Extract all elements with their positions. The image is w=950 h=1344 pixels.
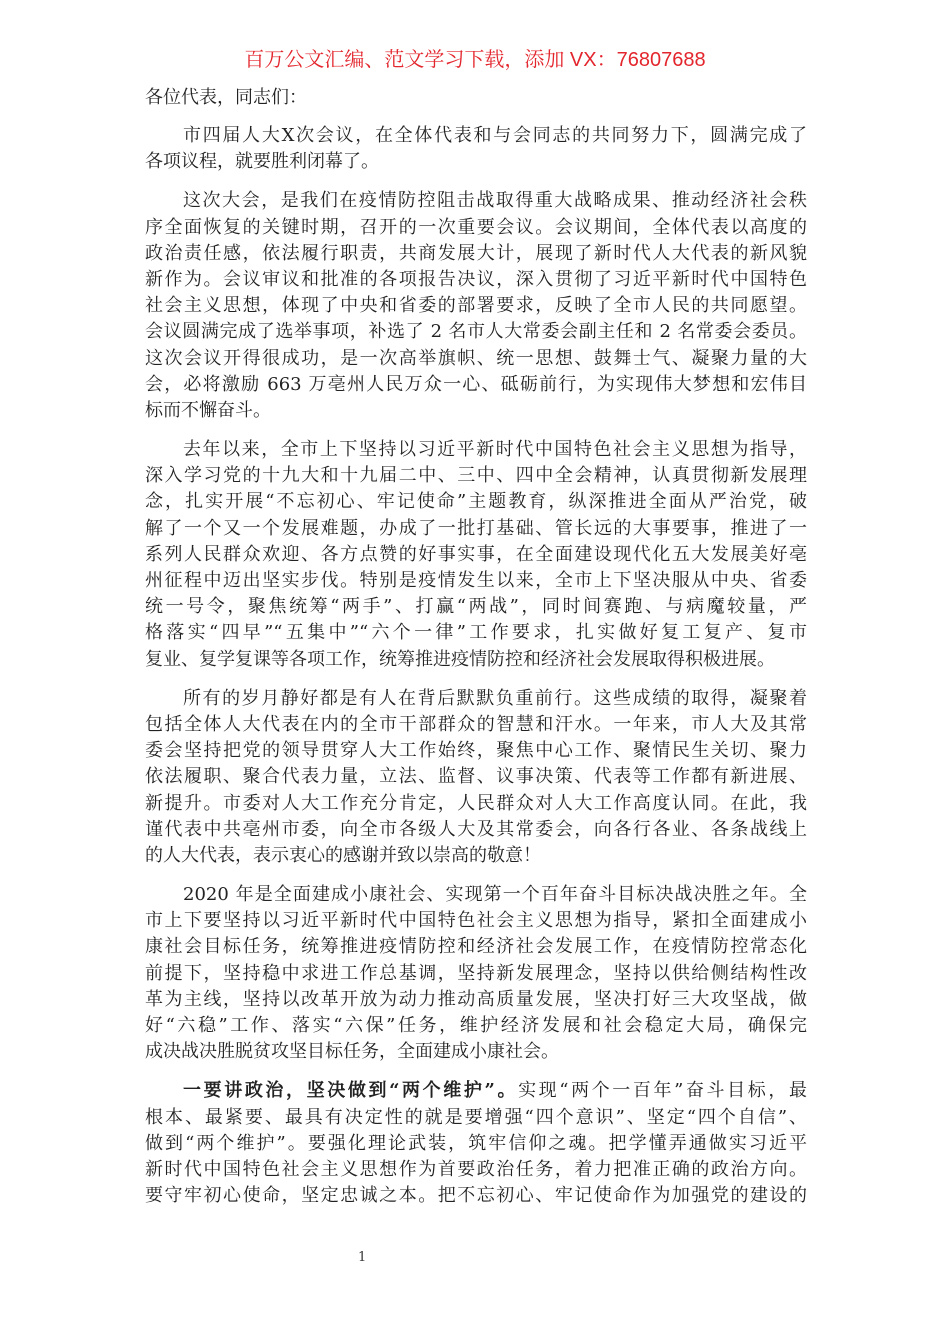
paragraph-line: 新时代中国特色社会主义思想作为首要政治任务，着力把准正确的政治方向。 (145, 1158, 807, 1180)
bold-heading: 一要讲政治，坚决做到“两个维护”。 (183, 1080, 519, 1102)
paragraph-line: 序全面恢复的关键时期，召开的一次重要会议。会议期间，全体代表以高度的 (145, 216, 807, 238)
paragraph-line: 统一号令，聚焦统筹“两手”、打赢“两战”，同时间赛跑、与病魔较量，严 (145, 596, 807, 618)
paragraph-line: 委会坚持把党的领导贯穿人大工作始终，聚焦中心工作、聚情民生关切、聚力 (145, 740, 807, 762)
paragraph-line: 谨代表中共亳州市委，向全市各级人大及其常委会，向各行各业、各条战线上 (145, 818, 807, 840)
document-body (145, 85, 807, 1209)
paragraph-line: 新作为。会议审议和批准的各项报告决议，深入贯彻了习近平新时代中国特色 (145, 268, 807, 290)
paragraph-line: 要守牢初心使命，坚定忠诚之本。把不忘初心、牢记使命作为加强党的建设的 (145, 1185, 807, 1207)
salutation: 各位代表，同志们： (145, 87, 307, 108)
page-number: 1 (358, 1250, 367, 1265)
paragraph-line: 根本、最紧要、最具有决定性的就是要增强“四个意识”、坚定“四个自信”、 (145, 1106, 807, 1128)
paragraph-line (145, 1078, 807, 1104)
paragraph-line: 解了一个又一个发展难题，办成了一批打基础、管长远的大事要事，推进了一 (145, 517, 807, 539)
paragraph-line: 这次会议开得很成功，是一次高举旗帜、统一思想、鼓舞士气、凝聚力量的大 (145, 347, 807, 369)
paragraph-line: 革为主线，坚持以改革开放为动力推动高质量发展，坚决打好三大攻坚战，做 (145, 988, 807, 1010)
paragraph-line: 这次大会，是我们在疫情防控阻击战取得重大战略成果、推动经济社会秩 (183, 190, 807, 212)
paragraph-line: 做到“两个维护”。要强化理论武装，筑牢信仰之魂。把学懂弄通做实习近平 (145, 1132, 807, 1154)
paragraph-line: 复业、复学复课等各项工作，统筹推进疫情防控和经济社会发展取得积极进展。 (145, 648, 775, 670)
paragraph-line: 2020 年是全面建成小康社会、实现第一个百年奋斗目标决战决胜之年。全 (183, 884, 807, 906)
paragraph-line: 前提下，坚持稳中求进工作总基调，坚持新发展理念，坚持以供给侧结构性改 (145, 962, 807, 984)
paragraph-line: 康社会目标任务，统筹推进疫情防控和经济社会发展工作，在疫情防控常态化 (145, 936, 807, 958)
paragraph-line: 新提升。市委对人大工作充分肯定，人民群众对人大工作高度认同。在此，我 (145, 792, 807, 814)
paragraph-line: 市四届人大X次会议，在全体代表和与会同志的共同努力下，圆满完成了 (183, 125, 807, 146)
paragraph-line: 州征程中迈出坚实步伐。特别是疫情发生以来，全市上下坚决服从中央、省委 (145, 570, 807, 591)
paragraph-line: 深入学习党的十九大和十九届二中、三中、四中全会精神，认真贯彻新发展理 (145, 465, 807, 487)
paragraph-line: 的人大代表，表示衷心的感谢并致以崇高的敬意！ (145, 844, 541, 866)
paragraph-line: 依法履职、聚合代表力量，立法、监督、议事决策、代表等工作都有新进展、 (145, 766, 807, 788)
paragraph-line: 所有的岁月静好都是有人在背后默默负重前行。这些成绩的取得，凝聚着 (183, 687, 807, 709)
paragraph (145, 188, 807, 424)
paragraph-line: 格落实“四早”“五集中”“六个一律”工作要求，扎实做好复工复产、复市 (145, 622, 807, 644)
heading-rest: 实现“两个一百年”奋斗目标，最 (518, 1080, 807, 1102)
paragraph (145, 686, 807, 869)
paragraph-line: 各项议程，就要胜利闭幕了。 (145, 151, 379, 173)
paragraph-line: 社会主义思想，体现了中央和省委的部署要求，反映了全市人民的共同愿望。 (145, 295, 807, 317)
paragraph-line: 会，必将激励 663 万亳州人民万众一心、砥砺前行，为实现伟大梦想和宏伟目 (145, 373, 807, 395)
paragraph-line: 成决战决胜脱贫攻坚目标任务，全面建成小康社会。 (145, 1041, 559, 1063)
paragraph-line: 政治责任感，依法履行职责，共商发展大计，展现了新时代人大代表的新风貌 (145, 242, 807, 264)
paragraph-line: 会议圆满完成了选举事项，补选了 2 名市人大常委会副主任和 2 名常委会委员。 (145, 321, 807, 343)
paragraph (145, 882, 807, 1065)
paragraph-line: 标而不懈奋斗。 (145, 399, 271, 421)
paragraph-line: 包括全体人大代表在内的全市干部群众的智慧和汗水。一年来，市人大及其常 (145, 713, 807, 735)
paragraph (145, 437, 807, 673)
paragraph-line: 系列人民群众欢迎、各方点赞的好事实事，在全面建设现代化五大发展美好亳 (145, 543, 807, 565)
paragraph-line: 好“六稳”工作、落实“六保”任务，维护经济发展和社会稳定大局，确保完 (145, 1015, 807, 1036)
paragraph-political (145, 1078, 807, 1209)
paragraph (145, 123, 807, 175)
paragraph-line: 市上下要坚持以习近平新时代中国特色社会主义思想为指导，紧扣全面建成小 (145, 910, 807, 932)
download-banner: 百万公文汇编、范文学习下载，添加 VX：76807688 (244, 49, 706, 71)
paragraph-line: 念，扎实开展“不忘初心、牢记使命”主题教育，纵深推进全面从严治党，破 (145, 491, 807, 513)
paragraph-line: 去年以来，全市上下坚持以习近平新时代中国特色社会主义思想为指导， (183, 439, 807, 461)
